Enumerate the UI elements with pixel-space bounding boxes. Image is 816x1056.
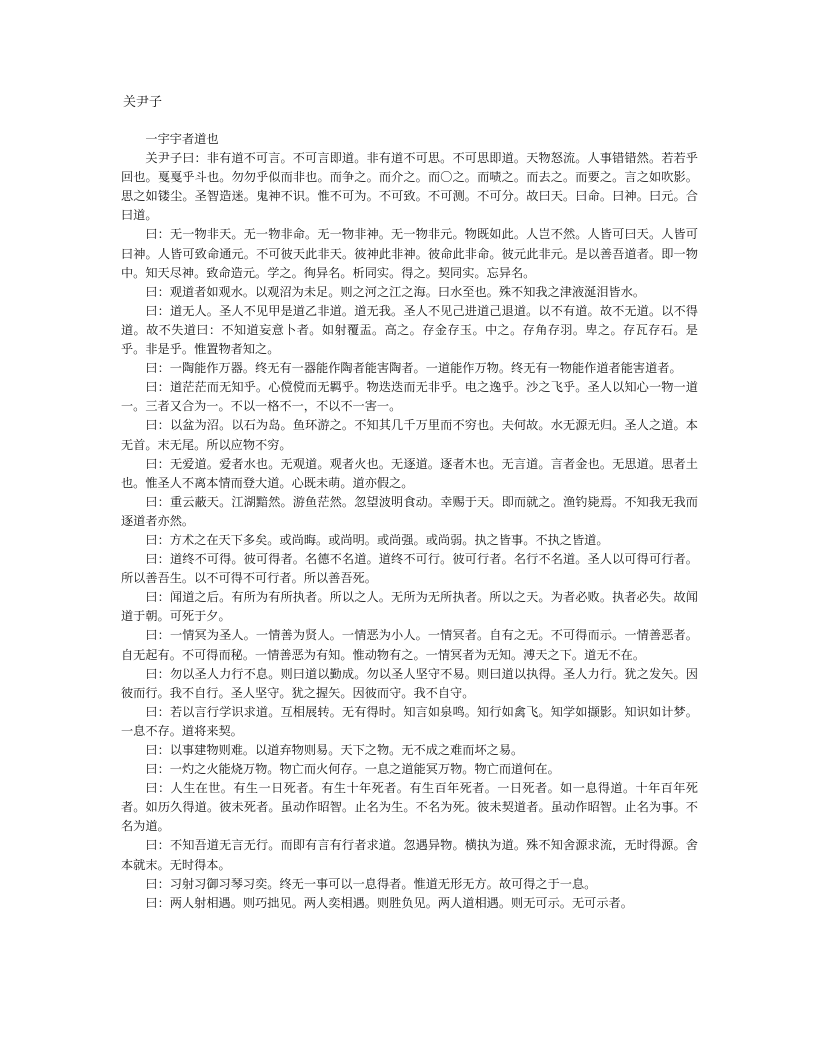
paragraph: 曰：道茫茫而无知乎。心傥傥而无羁乎。物迭迭而无非乎。电之逸乎。沙之飞乎。圣人以知心一物一道一。三者又合为一。不以一格不一，不以不一害一。 <box>121 380 698 414</box>
paragraph: 曰：习射习御习琴习奕。终无一事可以一息得者。惟道无形无方。故可得之于一息。 <box>145 876 597 891</box>
document-body <box>121 130 698 913</box>
paragraph: 曰：两人射相遇。则巧拙见。两人奕相遇。则胜负见。两人道相遇。则无可示。无可示者。 <box>145 895 633 910</box>
document-title: 关尹子 <box>123 95 163 110</box>
section-heading: 一宇宇者道也 <box>145 132 219 146</box>
paragraph: 曰：观道者如观水。以观沼为未足。则之河之江之海。曰水至也。殊不知我之津液涎泪皆水。 <box>145 284 646 299</box>
paragraph: 关尹子曰：非有道不可言。不可言即道。非有道不可思。不可思即道。天物怒流。人事错错然。若若乎回也。戛戛乎斗也。勿勿乎似而非也。而争之。而介之。而〇之。而啧之。而去之。而要之。言之如吹影。思之如镂尘。圣智造迷。鬼神不识。惟不可为。不可致。不可测。不可分。故曰天。曰命。曰神。曰元。合曰道。 <box>121 151 698 223</box>
paragraph: 曰：道终不可得。彼可得者。名德不名道。道终不可行。彼可行者。名行不名道。圣人以可得可行者。所以善吾生。以不可得不可行者。所以善吾死。 <box>121 552 698 586</box>
paragraph: 曰：道无人。圣人不见甲是道乙非道。道无我。圣人不见己进道己退道。以不有道。故不无道。以不得道。故不失道曰：不知道妄意卜者。如射覆盂。高之。存金存玉。中之。存角存羽。卑之。存瓦存石。是乎。非是乎。惟置物者知之。 <box>121 303 698 357</box>
paragraph: 曰：一灼之火能烧万物。物亡而火何存。一息之道能冥万物。物亡而道何在。 <box>145 762 560 777</box>
paragraph: 曰：勿以圣人力行不息。则曰道以勤成。勿以圣人坚守不易。则曰道以执得。圣人力行。犹之发矢。因彼而行。我不自行。圣人坚守。犹之握矢。因彼而守。我不自守。 <box>121 666 698 700</box>
paragraph: 曰：方术之在天下多矣。或尚晦。或尚明。或尚强。或尚弱。执之皆事。不执之皆道。 <box>145 532 609 547</box>
paragraph: 曰：无爱道。爱者水也。无观道。观者火也。无逐道。逐者木也。无言道。言者金也。无思道。思者土也。惟圣人不离本情而登大道。心既未萌。道亦假之。 <box>121 456 698 490</box>
paragraph: 曰：以盆为沼。以石为岛。鱼环游之。不知其几千万里而不穷也。夫何故。水无源无归。圣人之道。本无首。末无尾。所以应物不穷。 <box>121 418 698 452</box>
paragraph: 曰：一情冥为圣人。一情善为贤人。一情恶为小人。一情冥者。自有之无。不可得而示。一情善恶者。自无起有。不可得而秘。一情善恶为有知。惟动物有之。一情冥者为无知。溥天之下。道无不在。 <box>121 628 698 662</box>
paragraph: 曰：无一物非天。无一物非命。无一物非神。无一物非元。物既如此。人岂不然。人皆可曰天。人皆可曰神。人皆可致命通元。不可彼天此非天。彼神此非神。彼命此非命。彼元此非元。是以善吾道者。即一物中。知天尽神。致命造元。学之。徇异名。析同实。得之。契同实。忘异名。 <box>121 227 698 280</box>
paragraph: 曰：闻道之后。有所为有所执者。所以之人。无所为无所执者。所以之天。为者必败。执者必失。故闻道于朝。可死于夕。 <box>121 590 698 624</box>
paragraph: 曰：重云蔽天。江湖黯然。游鱼茫然。忽望波明食动。幸赐于天。即而就之。渔钓毙焉。不知我无我而逐道者亦然。 <box>121 494 698 528</box>
paragraph: 曰：一陶能作万器。终无有一器能作陶者能害陶者。一道能作万物。终无有一物能作道者能害道者。 <box>145 361 682 376</box>
paragraph: 曰：人生在世。有生一日死者。有生十年死者。有生百年死者。一日死者。如一息得道。十年百年死者。如历久得道。彼未死者。虽动作昭智。止名为生。不名为死。彼未契道者。虽动作昭智。止名为事。不名为道。 <box>121 781 698 834</box>
paragraph: 曰：以事建物则难。以道弃物则易。天下之物。无不成之难而坏之易。 <box>145 743 524 757</box>
paragraph: 曰：若以言行学识求道。互相展转。无有得时。知言如泉鸣。知行如禽飞。知学如撷影。知识如计梦。一息不存。道将来契。 <box>121 704 698 738</box>
paragraph: 曰：不知吾道无言无行。而即有言有行者求道。忽遇异物。横执为道。殊不知舍源求流，无时得源。舍本就末。无时得本。 <box>121 838 698 872</box>
